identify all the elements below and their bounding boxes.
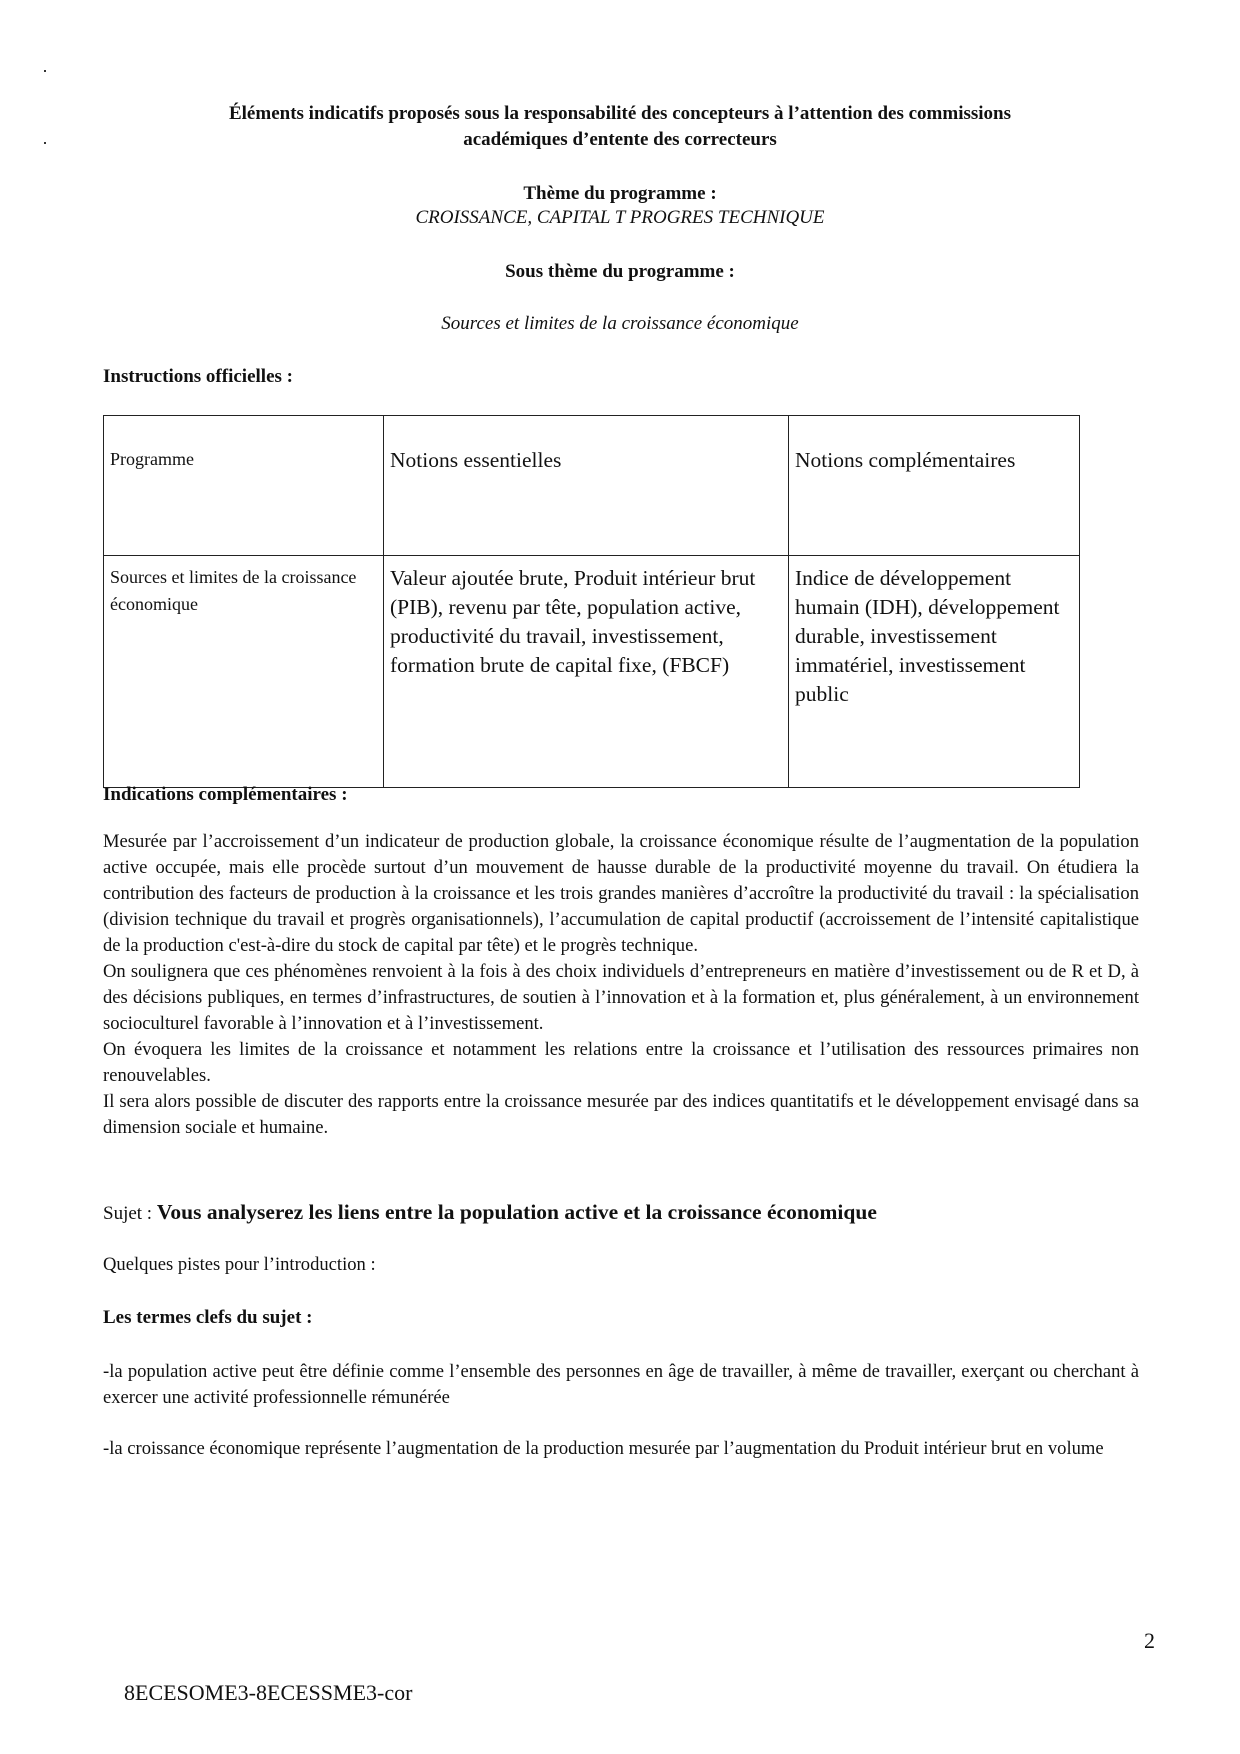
margin-mark: [44, 70, 46, 72]
paragraph: Mesurée par l’accroissement d’un indicateur de production globale, la croissance économique résulte de l’augmentation de la population active occupée, mais elle procède surtout d’un mouvement de hausse durable de la productivité moyenne du travail. On étudiera la contribution des facteurs de production à la croissance et les trois grandes manières d’accroître la productivité du travail : la spécialisation (division technique du travail et progrès organisationnels), l’accumulation de capital productif (accroissement de l’intensité capitalistique de la production c'est-à-dire du stock de capital par tête) et le progrès technique.: [103, 831, 1139, 956]
sujet-line: [103, 1200, 877, 1225]
header-line-2: académiques d’entente des correcteurs: [463, 129, 777, 150]
termes-label: Les termes clefs du sujet :: [103, 1307, 313, 1328]
header-line-1: Éléments indicatifs proposés sous la responsabilité des concepteurs à l’attention des commissions: [228, 103, 1012, 124]
theme-label: Thème du programme :: [523, 183, 717, 204]
instructions-label: Instructions officielles :: [103, 366, 293, 387]
intro-label: Quelques pistes pour l’introduction :: [103, 1254, 376, 1275]
definition-1: -la population active peut être définie comme l’ensemble des personnes en âge de travailler, à même de travailler, exerçant ou cherchant à exercer une activité professionnelle rémunérée: [103, 1361, 1139, 1408]
sujet-title: Vous analyserez les liens entre la population active et la croissance économique: [156, 1200, 877, 1224]
indications-label: Indications complémentaires :: [103, 784, 348, 805]
program-table: [103, 415, 1080, 788]
indications-body: [103, 829, 1139, 1141]
table-cell-notions-complementaires: Indice de développement humain (IDH), développement durable, investissement immatériel, investissement public: [789, 556, 1080, 788]
document-header: [0, 101, 1240, 153]
table-cell-notions-essentielles: Valeur ajoutée brute, Produit intérieur brut (PIB), revenu par tête, population active, productivité du travail, investissement, formation brute de capital fixe, (FBCF): [384, 556, 789, 788]
page-number: 2: [1144, 1628, 1155, 1653]
table-header-row: [104, 416, 1080, 556]
paragraph: Il sera alors possible de discuter des rapports entre la croissance mesurée par des indices quantitatifs et le développement envisagé dans sa dimension sociale et humaine.: [103, 1091, 1139, 1138]
definition-2: -la croissance économique représente l’augmentation de la production mesurée par l’augmentation du Produit intérieur brut en volume: [103, 1438, 1104, 1459]
sujet-prefix: Sujet :: [103, 1203, 157, 1224]
table-header-cell: Notions complémentaires: [789, 416, 1080, 556]
table-cell-programme: Sources et limites de la croissance économique: [104, 556, 384, 788]
table-row: [104, 556, 1080, 788]
table-header-cell: Programme: [104, 416, 384, 556]
table-header-cell: Notions essentielles: [384, 416, 789, 556]
sous-theme-value: Sources et limites de la croissance économique: [441, 313, 799, 334]
paragraph: On évoquera les limites de la croissance et notamment les relations entre la croissance et l’utilisation des ressources primaires non renouvelables.: [103, 1039, 1139, 1086]
sous-theme-label: Sous thème du programme :: [505, 261, 735, 282]
theme-value: CROISSANCE, CAPITAL T PROGRES TECHNIQUE: [415, 207, 825, 228]
paragraph: On soulignera que ces phénomènes renvoient à la fois à des choix individuels d’entrepreneurs en matière d’investissement ou de R et D, à des décisions publiques, en termes d’infrastructures, de soutien à l’innovation et à la formation et, plus généralement, à un environnement socioculturel favorable à l’innovation et à l’investissement.: [103, 961, 1139, 1034]
footer-code: 8ECESOME3-8ECESSME3-cor: [124, 1680, 413, 1705]
